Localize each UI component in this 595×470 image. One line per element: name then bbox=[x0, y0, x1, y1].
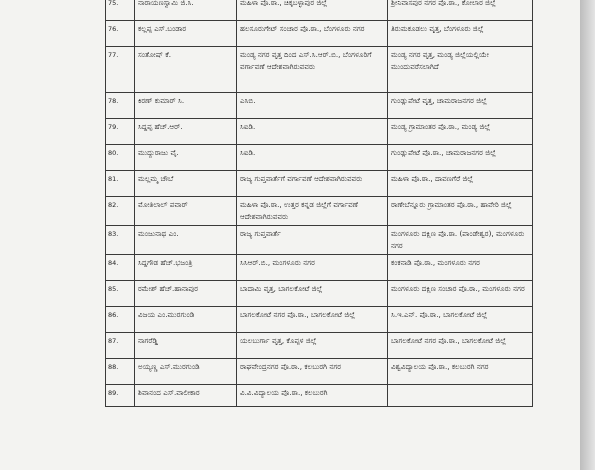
table-row bbox=[106, 119, 533, 145]
serial-number: 88. bbox=[106, 359, 135, 385]
table-row bbox=[106, 93, 533, 119]
officer-name: ಸಂತೋಷ್ ಕೆ. bbox=[135, 47, 237, 93]
serial-number: 78. bbox=[106, 93, 135, 119]
new-posting: ತಿರುಮಕೂಡಲು ವೃತ್ತ, ಬೆಂಗಳೂರು ಜಿಲ್ಲೆ bbox=[388, 21, 533, 47]
table-row bbox=[106, 385, 533, 407]
officer-name: ಸಿದ್ದಪ್ಪ ಹೆಚ್.ಆರ್. bbox=[135, 119, 237, 145]
table-row bbox=[106, 171, 533, 197]
officer-name: ಅಯ್ಯಣ್ಣ ಎಸ್.ಮುರಗುಂಡಿ bbox=[135, 359, 237, 385]
table-row bbox=[106, 226, 533, 255]
officer-name: ನಾಗರೆಡ್ಡಿ bbox=[135, 333, 237, 359]
page-edge-shadow bbox=[580, 0, 595, 470]
serial-number: 82. bbox=[106, 197, 135, 226]
officer-name: ರಮೇಶ್ ಹೆಚ್.ಹಾನಾಪುರ bbox=[135, 281, 237, 307]
current-posting: ರಾಘವೇಂದ್ರನಗರ ಪೊ.ಠಾ., ಕಲಬುರಗಿ ನಗರ bbox=[237, 359, 388, 385]
new-posting bbox=[388, 385, 533, 407]
table-row bbox=[106, 255, 533, 281]
officer-name: ಮಂಜುನಾಥ ಎಂ. bbox=[135, 226, 237, 255]
officer-name: ಮುದ್ದುರಾಜು ವೈ. bbox=[135, 145, 237, 171]
new-posting: ಸಿ.ಇ.ಎನ್. ಪೊ.ಠಾ., ಬಾಗಲಕೋಟೆ ಜಿಲ್ಲೆ bbox=[388, 307, 533, 333]
officer-name: ಸಿದ್ದಗೌಡ ಹೆಚ್.ಭಜಂತ್ರಿ bbox=[135, 255, 237, 281]
table-row bbox=[106, 281, 533, 307]
new-posting: ಮಂಗಳೂರು ದಕ್ಷಿಣ ಸಂಚಾರ ಪೊ.ಠಾ., ಮಂಗಳೂರು ನಗರ bbox=[388, 281, 533, 307]
table-row bbox=[106, 145, 533, 171]
current-posting: ಮಂಡ್ಯ ನಗರ ವೃತ್ತ ದಿಂದ ಎಸ್.ಸಿ.ಆರ್.ಬಿ., ಬೆಂಗಳೂರಿಗೆ ವರ್ಗಾವಣೆ ಆದೇಶವಾಗಿರುವವರು bbox=[237, 47, 388, 93]
officer-name: ಮೋತಿಲಾಲ್ ಪವಾರ್ bbox=[135, 197, 237, 226]
serial-number: 86. bbox=[106, 307, 135, 333]
current-posting: ಎಸಿಬಿ. bbox=[237, 93, 388, 119]
new-posting: ವಿಶ್ವವಿದ್ಯಾಲಯ ಪೊ.ಠಾ., ಕಲಬುರಗಿ ನಗರ bbox=[388, 359, 533, 385]
new-posting: ಮಹಿಳಾ ಪೊ.ಠಾ., ದಾವಣಗೆರೆ ಜಿಲ್ಲೆ bbox=[388, 171, 533, 197]
officer-name: ನಾರಾಯಣಸ್ವಾಮಿ ಜಿ.ಸಿ. bbox=[135, 0, 237, 21]
serial-number: 81. bbox=[106, 171, 135, 197]
new-posting: ಕಂಕನಾಡಿ ಪೊ.ಠಾ., ಮಂಗಳೂರು ನಗರ bbox=[388, 255, 533, 281]
new-posting: ರಾಣೇಬೆನ್ನೂರು ಗ್ರಾಮಾಂತರ ಪೊ.ಠಾ., ಹಾವೇರಿ ಜಿಲ್ಲೆ bbox=[388, 197, 533, 226]
table-row bbox=[106, 47, 533, 93]
serial-number: 89. bbox=[106, 385, 135, 407]
current-posting: ಬಾಗಲಕೋಟೆ ನಗರ ಪೊ.ಠಾ., ಬಾಗಲಕೋಟೆ ಜಿಲ್ಲೆ bbox=[237, 307, 388, 333]
current-posting: ಮಹಿಳಾ ಪೊ.ಠಾ., ಉತ್ತರ ಕನ್ನಡ ಜಿಲ್ಲೆಗೆ ವರ್ಗಾವಣೆ ಆದೇಶವಾಗಿರುವವರು bbox=[237, 197, 388, 226]
serial-number: 87. bbox=[106, 333, 135, 359]
current-posting: ರಾಜ್ಯ ಗುಪ್ತವಾರ್ತೆ bbox=[237, 226, 388, 255]
serial-number: 75. bbox=[106, 0, 135, 21]
serial-number: 85. bbox=[106, 281, 135, 307]
table-row bbox=[106, 333, 533, 359]
new-posting: ಬಾಗಲಕೋಟೆ ನಗರ ಪೊ.ಠಾ., ಬಾಗಲಕೋಟೆ ಜಿಲ್ಲೆ bbox=[388, 333, 533, 359]
officer-name: ವಿಜಯ ಎಂ.ಮುರಗುಂಡಿ bbox=[135, 307, 237, 333]
table-row bbox=[106, 0, 533, 21]
new-posting: ಗುಂಡ್ಲುಪೇಟೆ ವೃತ್ತ, ಚಾಮರಾಜನಗರ ಜಿಲ್ಲೆ bbox=[388, 93, 533, 119]
new-posting: ಗುಂಡ್ಲುಪೇಟೆ ಪೊ.ಠಾ., ಚಾಮರಾಜನಗರ ಜಿಲ್ಲೆ bbox=[388, 145, 533, 171]
serial-number: 83. bbox=[106, 226, 135, 255]
officer-name: ಕಿರಣ್ ಕುಮಾರ್ ಸಿ. bbox=[135, 93, 237, 119]
serial-number: 79. bbox=[106, 119, 135, 145]
current-posting: ಬಾದಾಮಿ ವೃತ್ತ, ಬಾಗಲಕೋಟೆ ಜಿಲ್ಲೆ bbox=[237, 281, 388, 307]
current-posting: ಸಿಸಿಆರ್.ಬಿ., ಮಂಗಳೂರು ನಗರ bbox=[237, 255, 388, 281]
serial-number: 84. bbox=[106, 255, 135, 281]
table-row bbox=[106, 21, 533, 47]
serial-number: 80. bbox=[106, 145, 135, 171]
new-posting: ಶ್ರೀನಿವಾಸಪುರ ನಗರ ಪೊ.ಠಾ., ಕೋಲಾರ ಜಿಲ್ಲೆ bbox=[388, 0, 533, 21]
new-posting: ಮಂಡ್ಯ ನಗರ ವೃತ್ತ, ಮಂಡ್ಯ ಜಿಲ್ಲೆಯಲ್ಲಿಯೇ ಮುಂದುವರೆಸಲಾಗಿದೆ bbox=[388, 47, 533, 93]
serial-number: 76. bbox=[106, 21, 135, 47]
current-posting: ಹಲಸೂರುಗೇಟ್ ಸಂಚಾರ ಪೊ.ಠಾ., ಬೆಂಗಳೂರು ನಗರ bbox=[237, 21, 388, 47]
table-row bbox=[106, 197, 533, 226]
current-posting: ಯಲಬುರ್ಗಾ ವೃತ್ತ, ಕೊಪ್ಪಳ ಜಿಲ್ಲೆ bbox=[237, 333, 388, 359]
table-row bbox=[106, 307, 533, 333]
table-row bbox=[106, 359, 533, 385]
transfer-table bbox=[105, 0, 533, 407]
current-posting: ಮಹಿಳಾ ಪೊ.ಠಾ., ಚಿಕ್ಕಬಳ್ಳಾಪುರ ಜಿಲ್ಲೆ bbox=[237, 0, 388, 21]
officer-name: ಮಲ್ಲಮ್ಮ ಚೌಬೆ bbox=[135, 171, 237, 197]
serial-number: 77. bbox=[106, 47, 135, 93]
officer-name: ಕಲ್ಲಪ್ಪ ಎಸ್.ಬಂಡಾರ bbox=[135, 21, 237, 47]
current-posting: ವಿ.ವಿ.ವಿದ್ಯಾಲಯ ಪೊ.ಠಾ., ಕಲಬುರಗಿ bbox=[237, 385, 388, 407]
current-posting: ಸಿಐಡಿ. bbox=[237, 145, 388, 171]
officer-name: ಶಿವಾನಂದ ಎಸ್.ವಾಲೀಕಾರ bbox=[135, 385, 237, 407]
current-posting: ರಾಜ್ಯ ಗುಪ್ತವಾರ್ತೆಗೆ ವರ್ಗಾವಣೆ ಆದೇಶವಾಗಿರುವವರು bbox=[237, 171, 388, 197]
current-posting: ಸಿಐಡಿ. bbox=[237, 119, 388, 145]
new-posting: ಮಂಡ್ಯ ಗ್ರಾಮಾಂತರ ಪೊ.ಠಾ., ಮಂಡ್ಯ ಜಿಲ್ಲೆ bbox=[388, 119, 533, 145]
new-posting: ಮಂಗಳೂರು ದಕ್ಷಿಣ ಪೊ.ಠಾ. (ಪಾಂಡೇಶ್ವರ), ಮಂಗಳೂರು ನಗರ bbox=[388, 226, 533, 255]
